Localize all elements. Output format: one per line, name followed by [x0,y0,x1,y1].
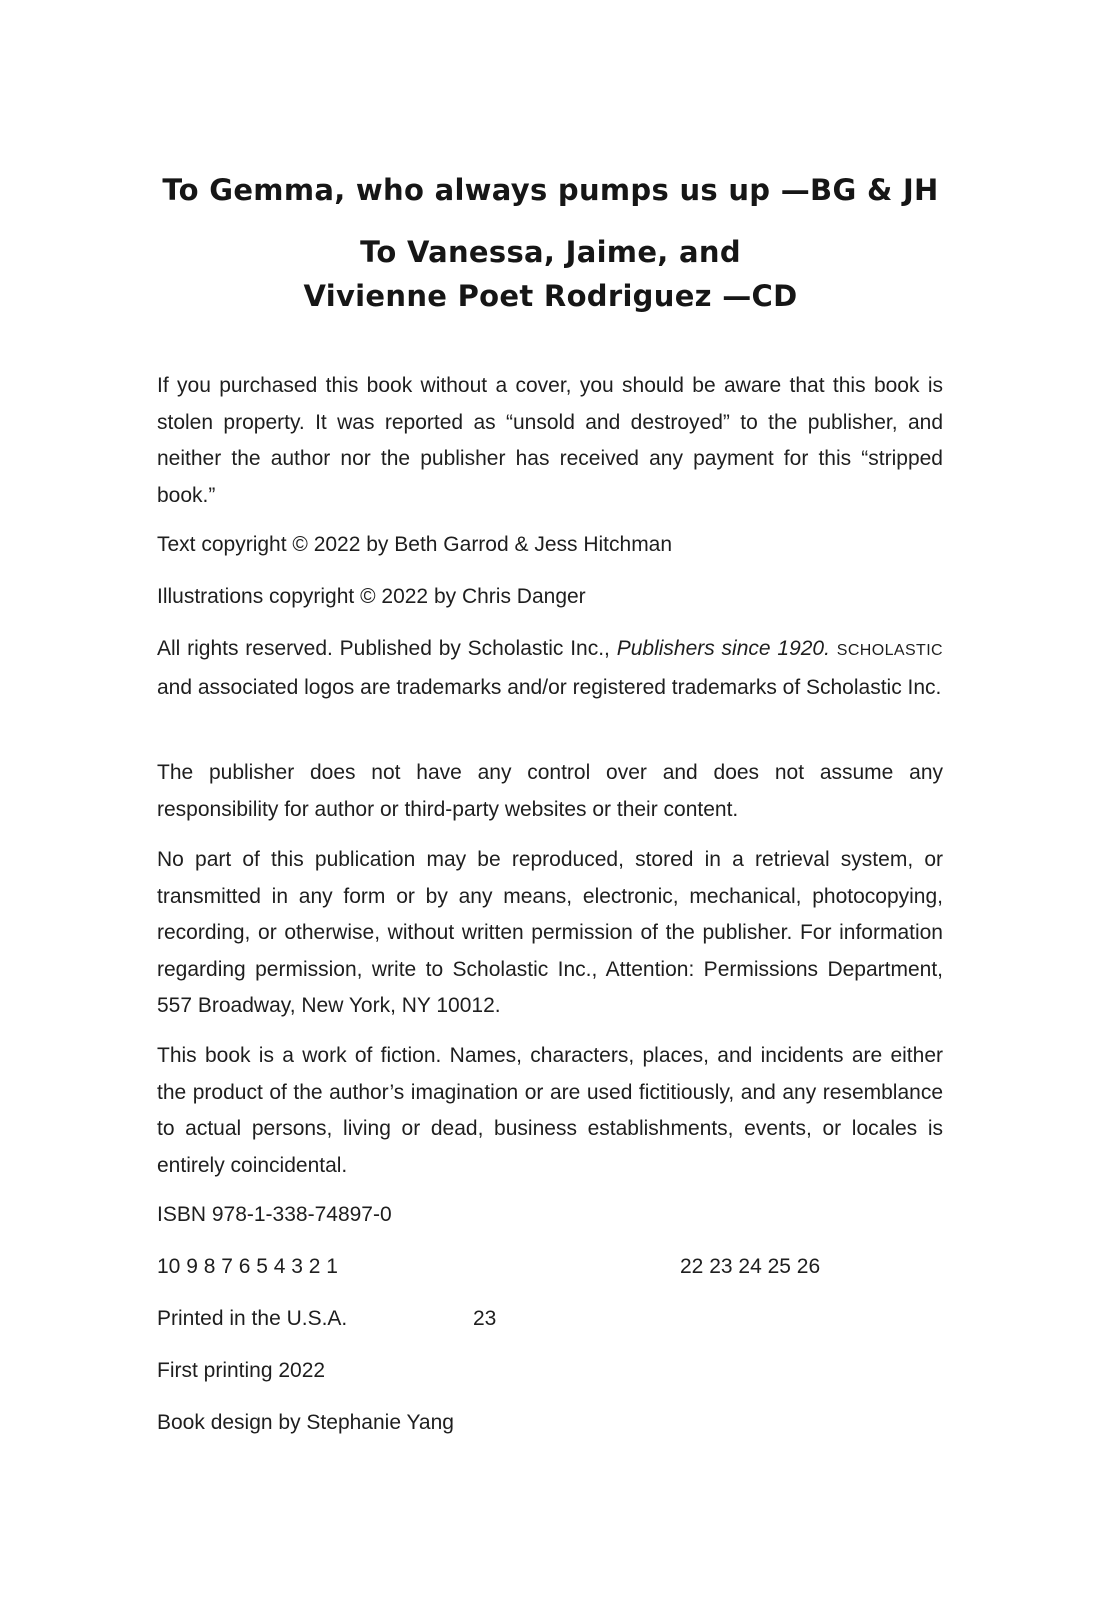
rights-text-a: All rights reserved. Published by Scholastic Inc., [157,637,617,660]
dedication-illustrator [0,230,1101,318]
reproduction-notice: No part of this publication may be reproduced, stored in a retrieval system, or transmitted in any form or by any means, electronic, mechanical, photocopying, recording, or otherwise, without written permission of the publisher. For information regarding permission, write to Scholastic Inc., Attention: Permissions Department, 557 Broadway, New York, NY 10012. [157,848,943,1017]
book-design-credit: Book design by Stephanie Yang [157,1411,454,1434]
dedication-illustrator-line-1: To Vanessa, Jaime, and [360,235,741,269]
stripped-book-notice: If you purchased this book without a cover, you should be aware that this book is stolen property. It was reported as “unsold and destroyed” to the publisher, and neither the author nor the publisher has received any payment for this “stripped book.” [157,374,943,507]
fiction-disclaimer: This book is a work of fiction. Names, characters, places, and incidents are either the product of the author’s imagination or are used fictitiously, and any resemblance to actual persons, living or dead, business establishments, events, or locales is entirely coincidental. [157,1044,943,1177]
printed-in-country: Printed in the U.S.A. [157,1307,348,1330]
illustrations-copyright: Illustrations copyright © 2022 by Chris Danger [157,585,586,608]
rights-reserved [157,631,943,706]
first-printing: First printing 2022 [157,1359,326,1382]
rights-text-b: and associated logos are trademarks and/or registered trademarks of Scholastic Inc. [157,675,942,699]
scholastic-trademark: SCHOLASTIC [836,642,944,659]
text-copyright: Text copyright © 2022 by Beth Garrod & Jess Hitchman [157,533,673,556]
print-run-numbers: 10 9 8 7 6 5 4 3 2 1 [157,1255,338,1278]
printer-code: 23 [473,1307,497,1330]
isbn: ISBN 978-1-338-74897-0 [157,1203,392,1226]
dedication-illustrator-line-2: Vivienne Poet Rodriguez —CD [303,279,798,313]
publisher-control-notice: The publisher does not have any control over and does not assume any responsibility for author or third-party websites or their content. [157,761,943,821]
publishers-since: Publishers since 1920. [616,637,830,660]
dedication-authors: To Gemma, who always pumps us up —BG & JH [162,173,939,207]
print-years: 22 23 24 25 26 [680,1255,821,1278]
